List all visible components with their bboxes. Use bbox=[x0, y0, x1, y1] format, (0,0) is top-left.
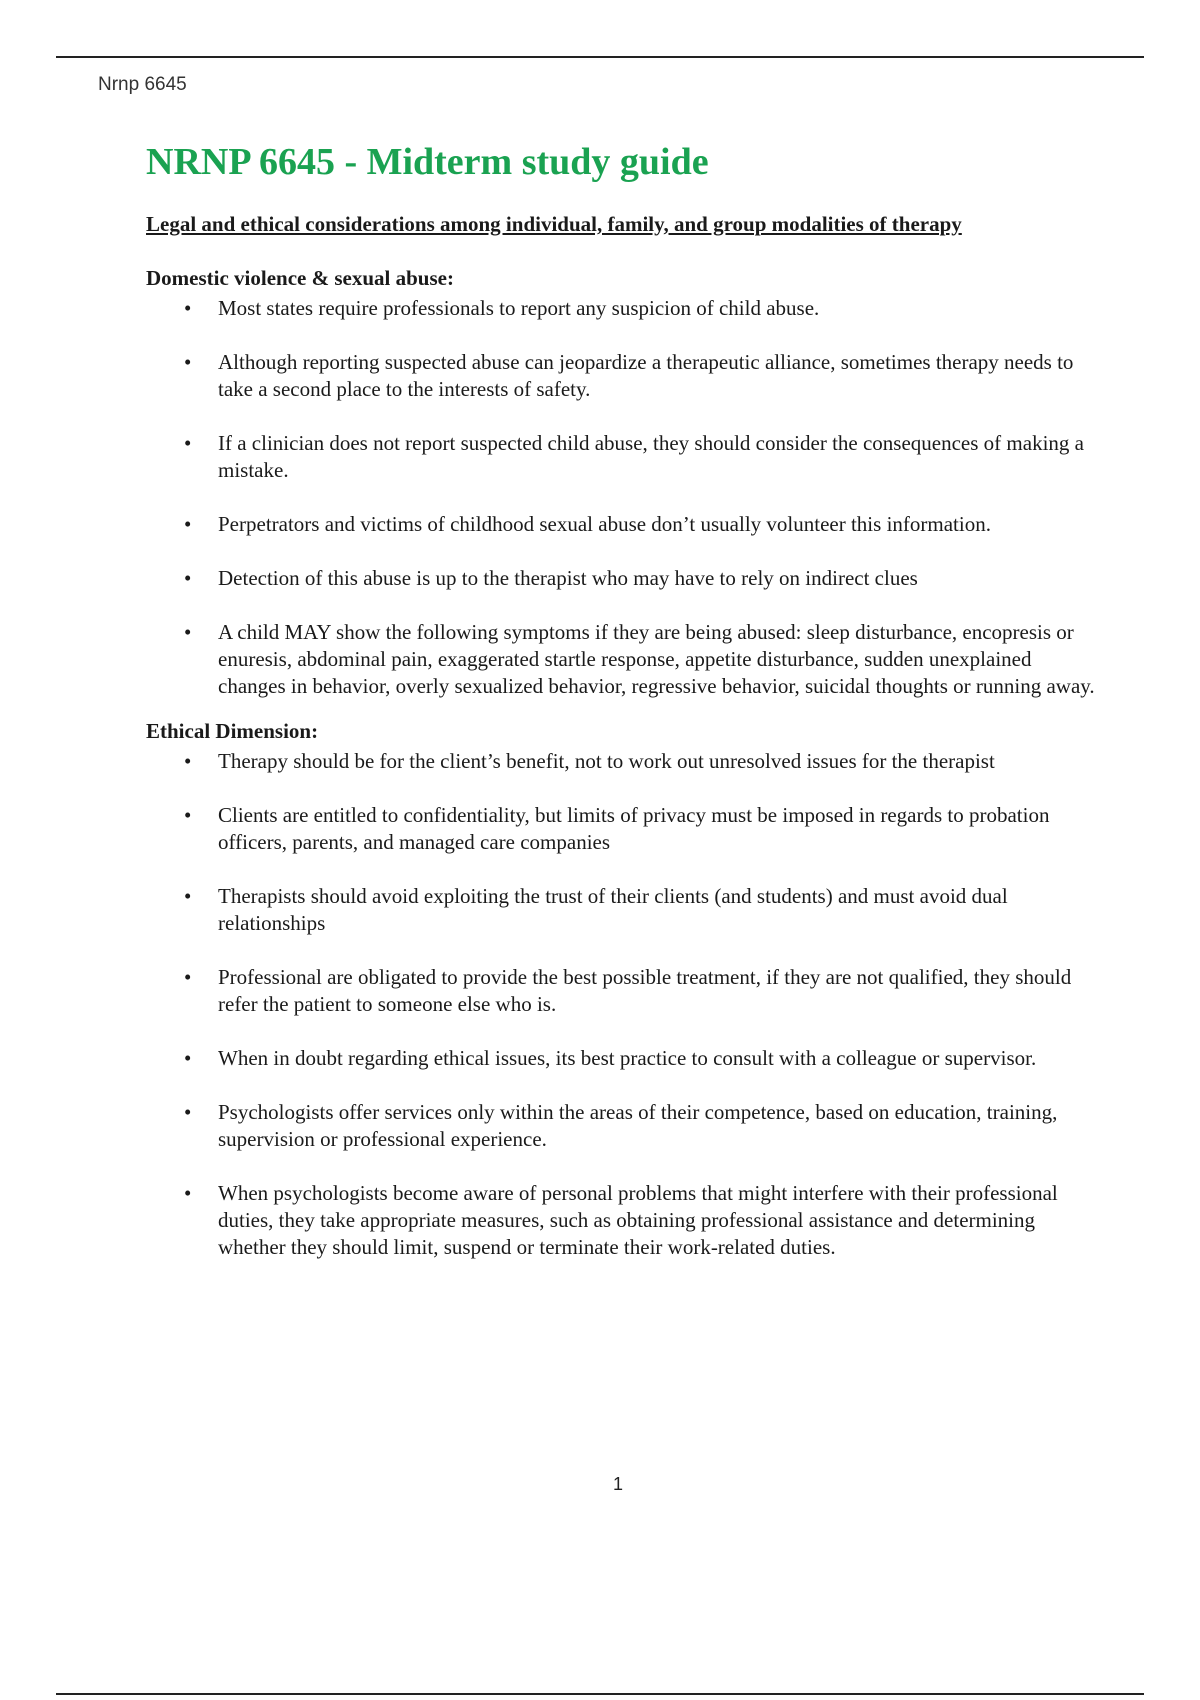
list-item bbox=[146, 511, 1096, 538]
list-item bbox=[146, 748, 1096, 775]
bullet-icon: • bbox=[184, 1046, 192, 1071]
list-item-text: If a clinician does not report suspected child abuse, they should consider the consequences of making a mistake. bbox=[218, 431, 1084, 483]
document-subtitle: Legal and ethical considerations among individual, family, and group modalities of therapy bbox=[146, 211, 962, 236]
section-heading-domestic-violence: Domestic violence & sexual abuse: bbox=[146, 265, 454, 290]
document-title: NRNP 6645 - Midterm study guide bbox=[146, 141, 709, 183]
bullet-icon: • bbox=[184, 965, 192, 990]
header-rule bbox=[56, 56, 1144, 58]
list-item bbox=[146, 1180, 1096, 1261]
bullet-icon: • bbox=[184, 296, 192, 321]
section-heading-ethical-dimension: Ethical Dimension: bbox=[146, 719, 319, 744]
bullet-icon: • bbox=[184, 1181, 192, 1206]
bullet-icon: • bbox=[184, 431, 192, 456]
bullet-icon: • bbox=[184, 749, 192, 774]
bullet-icon: • bbox=[184, 884, 192, 909]
page-number: 1 bbox=[612, 1474, 623, 1494]
list-item bbox=[146, 295, 1096, 322]
list-item-text: A child MAY show the following symptoms if they are being abused: sleep disturbance, encopresis or enuresis, abdominal pain, exaggerated startle response, appetite disturbance, sudden unexplained changes in behavior, overly sexualized behavior, regressive behavior, suicidal thoughts or running away. bbox=[218, 620, 1095, 699]
list-item bbox=[146, 1099, 1096, 1153]
list-item-text: Most states require professionals to report any suspicion of child abuse. bbox=[218, 296, 820, 321]
list-item-text: Psychologists offer services only within the areas of their competence, based on education, training, supervision or professional experience. bbox=[218, 1100, 1058, 1152]
list-item bbox=[146, 565, 1096, 592]
footer-rule bbox=[56, 1693, 1144, 1695]
list-item-text: Perpetrators and victims of childhood sexual abuse don’t usually volunteer this information. bbox=[218, 512, 991, 537]
running-header: Nrnp 6645 bbox=[98, 74, 187, 95]
list-item-text: When psychologists become aware of personal problems that might interfere with their professional duties, they take appropriate measures, such as obtaining professional assistance and determining whether they should limit, suspend or terminate their work-related duties. bbox=[218, 1181, 1058, 1260]
list-item bbox=[146, 802, 1096, 856]
list-item-text: Therapists should avoid exploiting the trust of their clients (and students) and must avoid dual relationships bbox=[218, 884, 1008, 936]
bullet-icon: • bbox=[184, 566, 192, 591]
list-item-text: Although reporting suspected abuse can jeopardize a therapeutic alliance, sometimes therapy needs to take a second place to the interests of safety. bbox=[218, 350, 1074, 402]
document-body bbox=[146, 140, 1096, 1261]
list-item bbox=[146, 883, 1096, 937]
list-item bbox=[146, 619, 1096, 700]
bullet-icon: • bbox=[184, 350, 192, 375]
bullet-icon: • bbox=[184, 512, 192, 537]
bullet-list-ethical-dimension bbox=[146, 748, 1096, 1261]
bullet-icon: • bbox=[184, 803, 192, 828]
list-item bbox=[146, 964, 1096, 1018]
list-item bbox=[146, 349, 1096, 403]
list-item-text: Detection of this abuse is up to the therapist who may have to rely on indirect clues bbox=[218, 566, 918, 591]
list-item bbox=[146, 430, 1096, 484]
list-item-text: Therapy should be for the client’s benefit, not to work out unresolved issues for the therapist bbox=[218, 749, 995, 774]
list-item-text: Clients are entitled to confidentiality, but limits of privacy must be imposed in regards to probation officers, parents, and managed care companies bbox=[218, 803, 1050, 855]
list-item-text: Professional are obligated to provide the best possible treatment, if they are not qualified, they should refer the patient to someone else who is. bbox=[218, 965, 1072, 1017]
bullet-icon: • bbox=[184, 620, 192, 645]
list-item bbox=[146, 1045, 1096, 1072]
bullet-list-domestic-violence bbox=[146, 295, 1096, 700]
list-item-text: When in doubt regarding ethical issues, its best practice to consult with a colleague or supervisor. bbox=[218, 1046, 1037, 1071]
bullet-icon: • bbox=[184, 1100, 192, 1125]
